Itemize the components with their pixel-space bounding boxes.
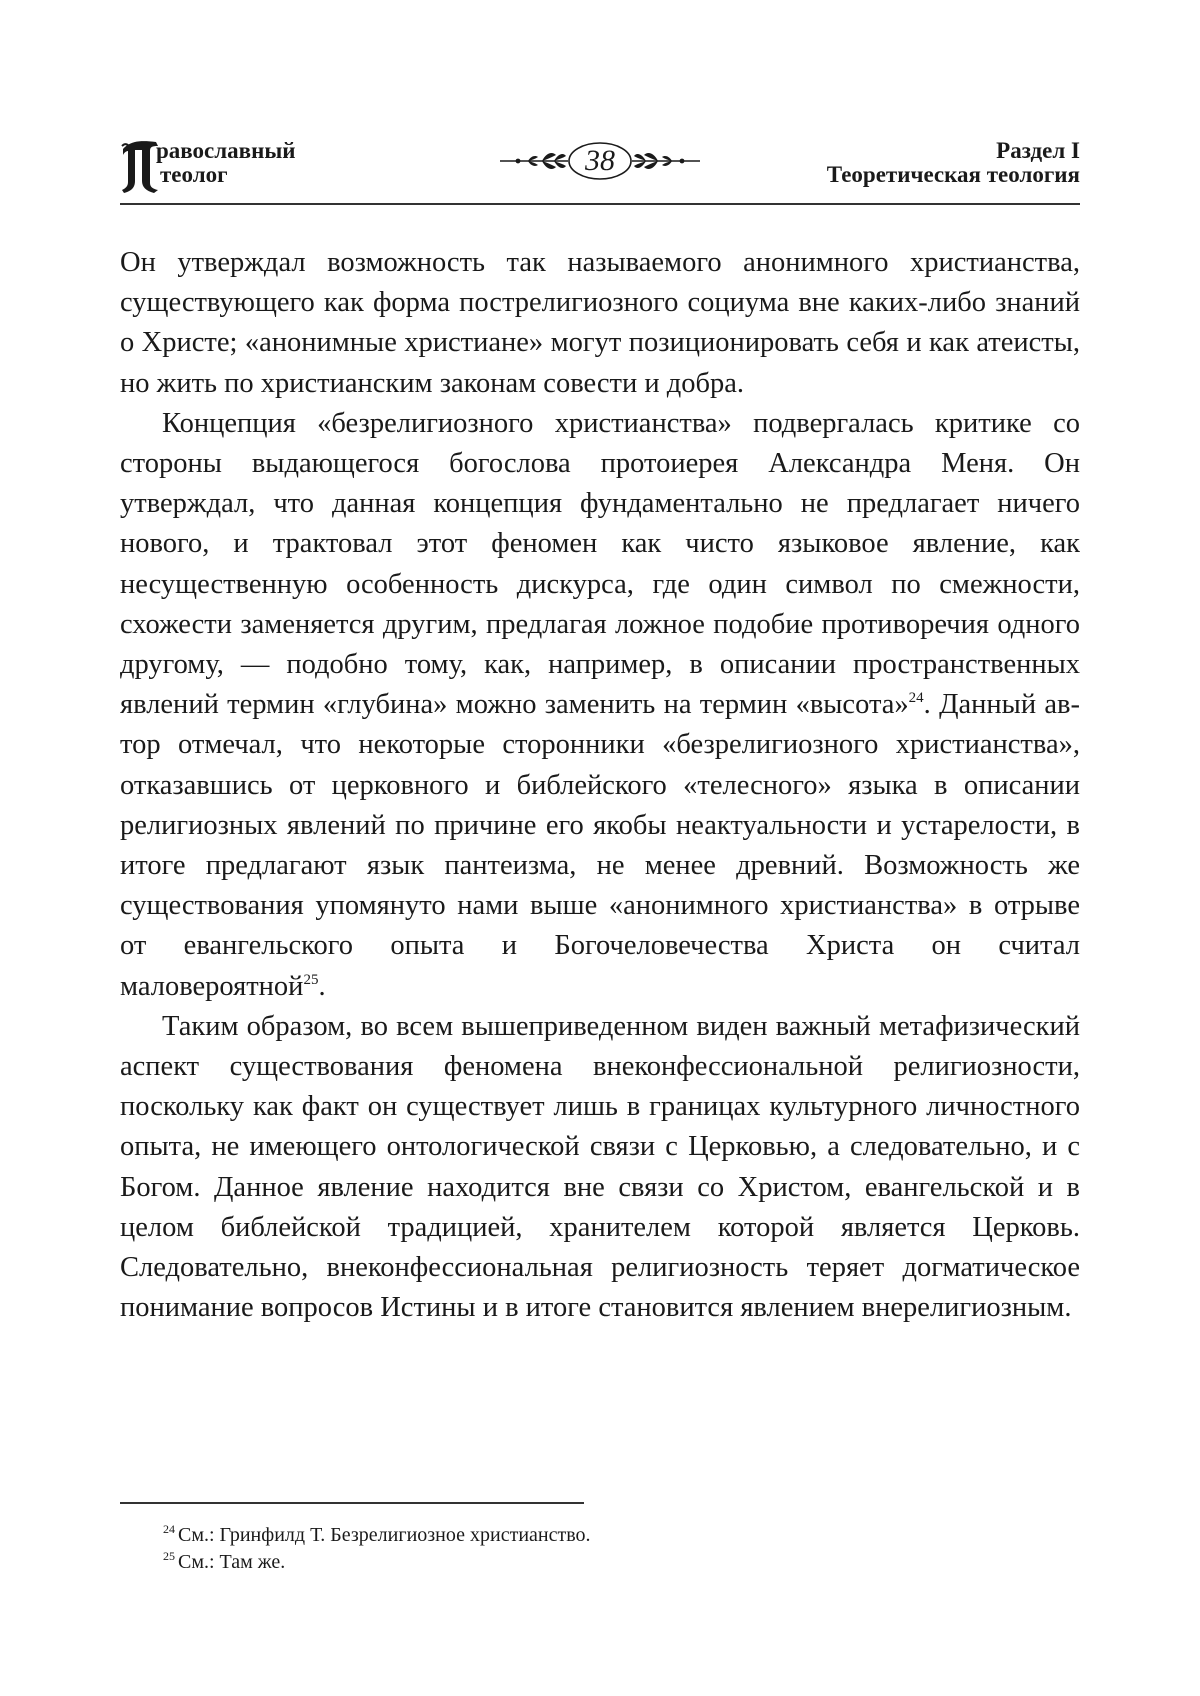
- section-name: Теоретическая теология: [826, 162, 1080, 187]
- paragraph-1: Он утверждал возможность так называемого анонимного христианства, существующего как форма пострелигиозного социума вне каких-либо знаний о Христе; «анонимные христиане» могут позиционировать себя и как атеисты, но жить по христианским законам совести и добра.: [120, 247, 1080, 399]
- footnote-24: [163, 1522, 1063, 1549]
- paragraph-2-part-3: .: [318, 970, 326, 1002]
- logo-line-1: равославный: [156, 138, 296, 163]
- paragraph-2: [120, 404, 1080, 1007]
- logo-line-2: теолог: [160, 162, 228, 187]
- footnote-ref-25[interactable]: 25: [303, 971, 319, 988]
- footnote-text: См.: Гринфилд Т. Безрелигиозное христианство.: [178, 1524, 591, 1546]
- page-number: 38: [585, 144, 615, 177]
- section-title: [827, 139, 1080, 187]
- footnote-25: [163, 1549, 1063, 1576]
- footnotes: [163, 1522, 1063, 1576]
- footnote-number: 24: [163, 1522, 175, 1536]
- paragraph-2-part-1: Концепция «безрелигиозного христианства» подвергалась критике со стороны выдающегося богослова протоиерея Александра Меня. Он утверждал, что данная концепция фундаментально не предлагает ничего нового, и трактовал этот феномен как чисто языковое явление, как несущественную особенность дискурса, где один символ по смежности, схожести заменяется другим, предлагая ложное подобие противоречия одного другому, — подобно тому, как, например, в описании пространственных явлений термин «глубина» можно заменить на термин «высота»: [120, 407, 1080, 721]
- header-divider: [120, 203, 1080, 205]
- main-text: [120, 243, 1080, 1328]
- running-header: [120, 135, 1080, 205]
- page-number-ornament: [498, 137, 702, 187]
- footnote-divider: [120, 1502, 584, 1504]
- paragraph-2-part-2: . Данный автор отмечал, что некоторые сторонники «безрелигиозного христианства», отказавшись от церковного и библейского «телесного» языка в описании религиозных явлений по причине его якобы неактуальности и устарелости, в итоге предлагают язык пантеизма, не менее древний. Возможность же существования упомянуто нами выше «анонимного христианства» в отрыве от евангельского опыта и Богочеловечества Христа он считал маловероятной: [120, 689, 1080, 1002]
- journal-logo: [120, 135, 420, 197]
- footnote-ref-24[interactable]: 24: [908, 690, 924, 707]
- footnote-number: 25: [163, 1549, 175, 1563]
- section-number: Раздел I: [996, 138, 1080, 163]
- footnote-text: См.: Там же.: [178, 1551, 286, 1573]
- paragraph-3: Таким образом, во всем вышеприведенном виден важный метафизический аспект существования феномена внеконфессиональной религиозности, поскольку как факт он существует лишь в границах культурного личностного опыта, не имеющего онтологической связи с Церковью, а следовательно, и с Богом. Данное явление находится вне связи со Христом, евангельской и в целом библейской традицией, хранителем которой является Церковь. Следовательно, внеконфессиональная религиозность теряет догматическое понимание вопросов Истины и в итоге становится явлением внерелигиозным.: [120, 1010, 1080, 1324]
